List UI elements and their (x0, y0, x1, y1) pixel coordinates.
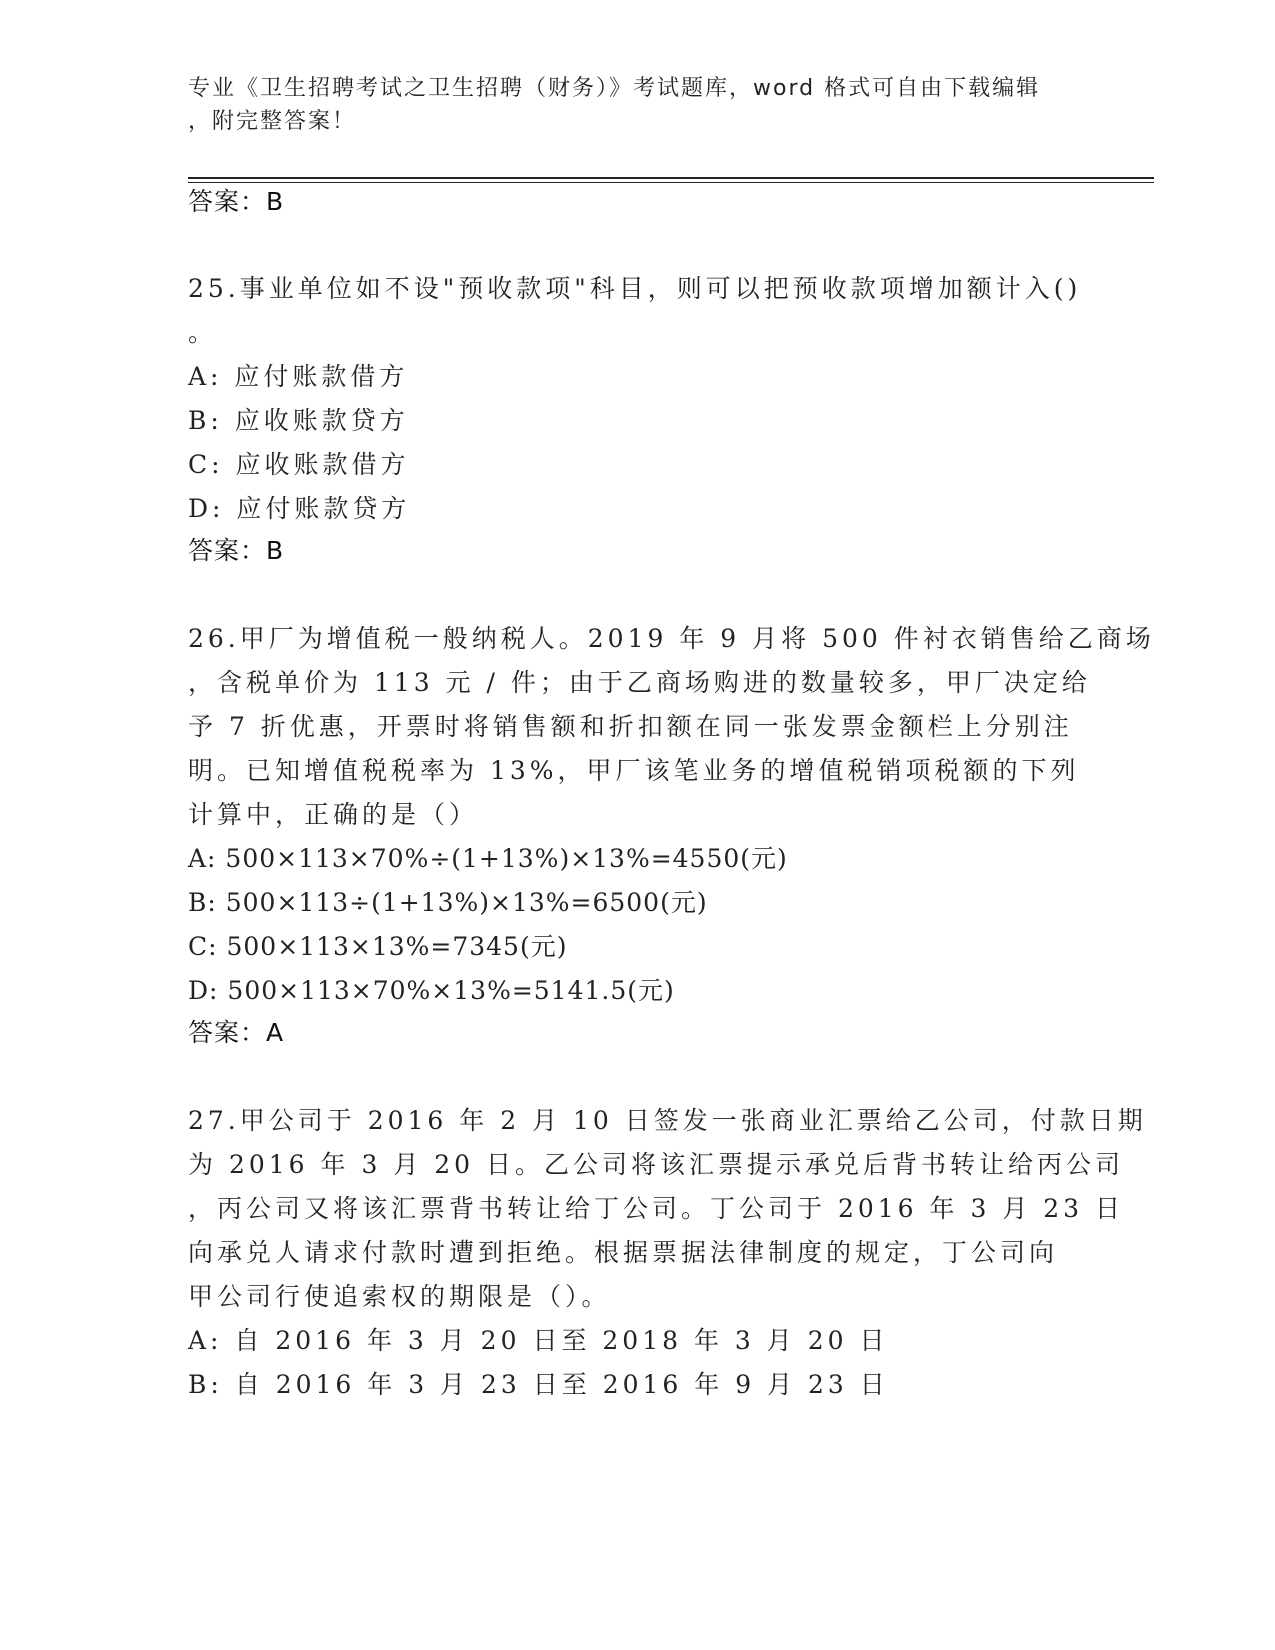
q27-stem-line-2: 为 2016 年 3 月 20 日。乙公司将该汇票提示承兑后背书转让给丙公司 (188, 1150, 1125, 1179)
q26-stem-line-3: 予 7 折优惠，开票时将销售额和折扣额在同一张发票金额栏上分别注 (188, 712, 1073, 741)
q25-stem-line-2: 。 (188, 318, 218, 347)
q25-option-d: D: 应付账款贷方 (188, 494, 411, 523)
q26-stem-line-4: 明。已知增值税税率为 13%，甲厂该笔业务的增值税销项税额的下列 (188, 756, 1080, 785)
q25-answer: 答案：B (188, 536, 285, 565)
q27-stem-line-1: 27.甲公司于 2016 年 2 月 10 日签发一张商业汇票给乙公司，付款日期 (188, 1106, 1147, 1135)
q25-option-c: C: 应收账款借方 (188, 450, 410, 479)
q26-option-b: B: 500×113÷(1+13%)×13%=6500(元) (188, 888, 708, 917)
q25-option-a: A: 应付账款借方 (188, 362, 409, 391)
document-header (188, 72, 1068, 138)
q27-stem-line-4: 向承兑人请求付款时遭到拒绝。根据票据法律制度的规定，丁公司向 (188, 1238, 1059, 1267)
q26-option-c: C: 500×113×13%=7345(元) (188, 932, 568, 961)
q26-stem-line-2: ，含税单价为 113 元 / 件；由于乙商场购进的数量较多，甲厂决定给 (188, 668, 1091, 697)
q26-stem-line-1: 26.甲厂为增值税一般纳税人。2019 年 9 月将 500 件衬衣销售给乙商场 (188, 624, 1155, 653)
q27-stem-line-3: ，丙公司又将该汇票背书转让给丁公司。丁公司于 2016 年 3 月 23 日 (188, 1194, 1125, 1223)
q27-stem-line-5: 甲公司行使追索权的期限是（）。 (188, 1282, 611, 1311)
q25-stem-line-1: 25.事业单位如不设"预收款项"科目，则可以把预收款项增加额计入() (188, 274, 1082, 303)
q25-option-b: B: 应收账款贷方 (188, 406, 409, 435)
header-line-2: ，附完整答案！ (188, 109, 357, 134)
header-divider-thin (188, 182, 1154, 183)
q27-option-b: B: 自 2016 年 3 月 23 日至 2016 年 9 月 23 日 (188, 1370, 889, 1399)
header-line-1: 专业《卫生招聘考试之卫生招聘（财务）》考试题库，word 格式可自由下载编辑 (188, 76, 1041, 101)
q26-stem-line-5: 计算中，正确的是（） (188, 800, 479, 829)
answer-24: 答案：B (188, 187, 285, 216)
q26-option-a: A: 500×113×70%÷(1+13%)×13%=4550(元) (188, 844, 788, 873)
q26-answer: 答案：A (188, 1018, 285, 1047)
q26-option-d: D: 500×113×70%×13%=5141.5(元) (188, 976, 675, 1005)
header-divider-thick (188, 177, 1154, 179)
q27-option-a: A: 自 2016 年 3 月 20 日至 2018 年 3 月 20 日 (188, 1326, 889, 1355)
